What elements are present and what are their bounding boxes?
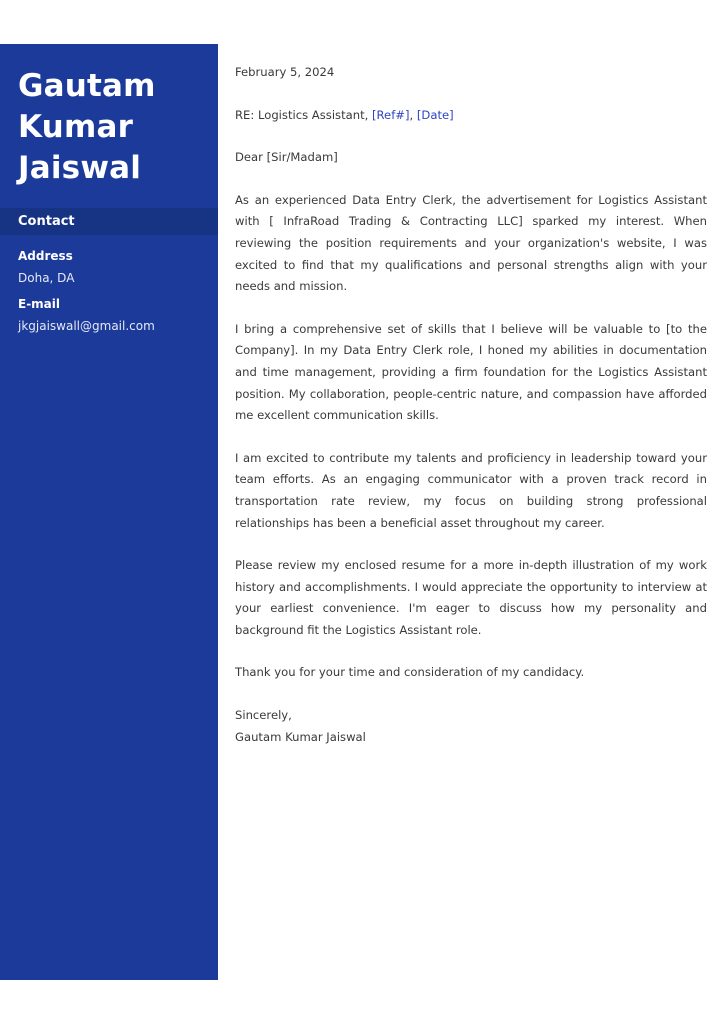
subject-ref-placeholder: [Ref#] (372, 107, 410, 122)
letter-paragraph: I am excited to contribute my talents and proficiency in leadership toward your team efforts. As an engaging communicator with a proven track record in transportation rate review, my focus on building strong professional relationships has been a beneficial asset throughout my career. (235, 450, 707, 530)
letter-subject (235, 105, 707, 127)
cover-letter-body (235, 62, 707, 748)
name-line-last: Jaiswal (18, 150, 142, 186)
subject-date-placeholder: [Date] (416, 107, 454, 122)
name-line-middle: Kumar (18, 109, 134, 145)
letter-signature: Gautam Kumar Jaiswal (235, 729, 366, 744)
email-value[interactable]: jkgjaiswall@gmail.com (18, 319, 155, 333)
address-value: Doha, DA (18, 271, 75, 285)
sidebar (0, 44, 218, 980)
contact-section-header (0, 208, 218, 235)
email-label: E-mail (18, 297, 61, 311)
letter-paragraph: Thank you for your time and consideration of my candidacy. (235, 665, 585, 680)
letter-date: February 5, 2024 (235, 65, 335, 79)
letter-paragraph: As an experienced Data Entry Clerk, the advertisement for Logistics Assistant with [ InfraRoad Trading & Contracting LLC] sparked my interest. When reviewing the position requirements and your organization's website, I was excited to find that my qualifications and personal strengths align with your needs and mission. (235, 192, 707, 294)
letter-paragraph: Please review my enclosed resume for a more in-depth illustration of my work history and accomplishments. I would appreciate the opportunity to interview at your earliest convenience. I'm eager to discuss how my personality and background fit the Logistics Assistant role. (235, 558, 707, 637)
letter-paragraph: I bring a comprehensive set of skills that I believe will be valuable to [to the Company]. In my Data Entry Clerk role, I honed my abilities in documentation and time management, providing a firm foundation for the Logistics Assistant position. My collaboration, people-centric nature, and compassion have afforded me excellent communication skills. (235, 321, 707, 423)
letter-closing: Sincerely, (235, 708, 292, 723)
contact-title: Contact (18, 214, 75, 229)
address-label: Address (18, 249, 73, 263)
subject-separator: , (409, 107, 417, 122)
letter-salutation: Dear [Sir/Madam] (235, 150, 338, 165)
name-line-first: Gautam (18, 68, 156, 104)
applicant-name (18, 66, 208, 189)
subject-text: RE: Logistics Assistant, (235, 107, 372, 122)
